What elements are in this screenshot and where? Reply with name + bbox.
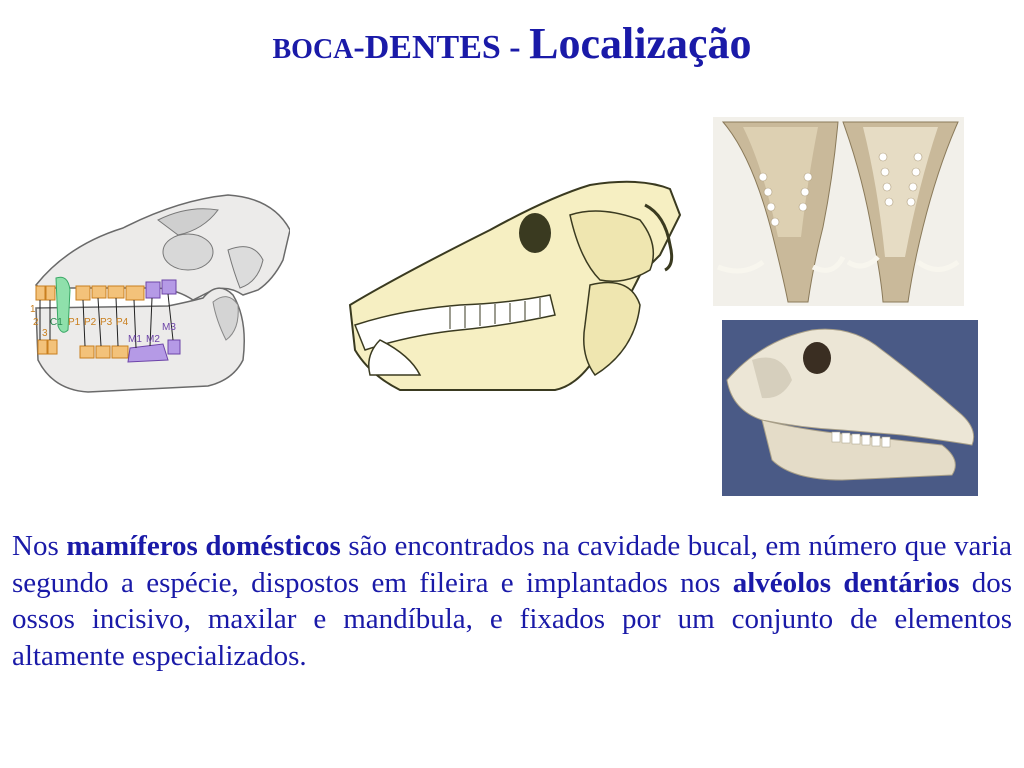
label-i1: 1: [30, 304, 36, 315]
ox-skull-image: [722, 320, 978, 496]
para-text-2: são encontrados na cavidade bucal, em número que varia segundo a espécie, dispostos em fileira e implantados nos: [12, 530, 1012, 599]
label-p1: P1: [68, 317, 81, 328]
para-text-1: Nos: [12, 530, 67, 562]
title-localizacao: Localização: [529, 19, 752, 68]
label-p2: P2: [84, 317, 97, 328]
para-text-3: dos ossos incisivo, maxilar e mandíbula, e fixados por um conjunto de elementos altamente especializados.: [12, 566, 1012, 672]
pig-skull-image: [713, 117, 964, 306]
para-bold-mamiferos: mamíferos domésticos: [66, 530, 341, 562]
page-title: [0, 18, 1024, 69]
label-c1: C1: [50, 317, 63, 328]
ox-skull-photo: [722, 320, 978, 496]
label-i2: 2: [33, 317, 39, 328]
label-p4: P4: [116, 317, 129, 328]
label-m1: M1: [128, 334, 142, 345]
title-dentes: -DENTES: [353, 29, 501, 66]
title-boca: BOCA: [272, 34, 354, 65]
horse-skull-drawing: [340, 175, 685, 400]
label-m3: M3: [162, 322, 176, 333]
label-i3: 3: [42, 328, 48, 339]
description-paragraph: [12, 528, 1012, 674]
pig-skull-photo: [713, 117, 964, 306]
dog-skull-diagram: [28, 190, 290, 402]
para-bold-alveolos: alvéolos dentários: [732, 566, 960, 599]
dog-skull-drawing: [28, 190, 290, 402]
label-p3: P3: [100, 317, 113, 328]
title-separator: -: [500, 29, 530, 66]
horse-skull-diagram: [340, 175, 685, 400]
label-m2: M2: [146, 334, 160, 345]
